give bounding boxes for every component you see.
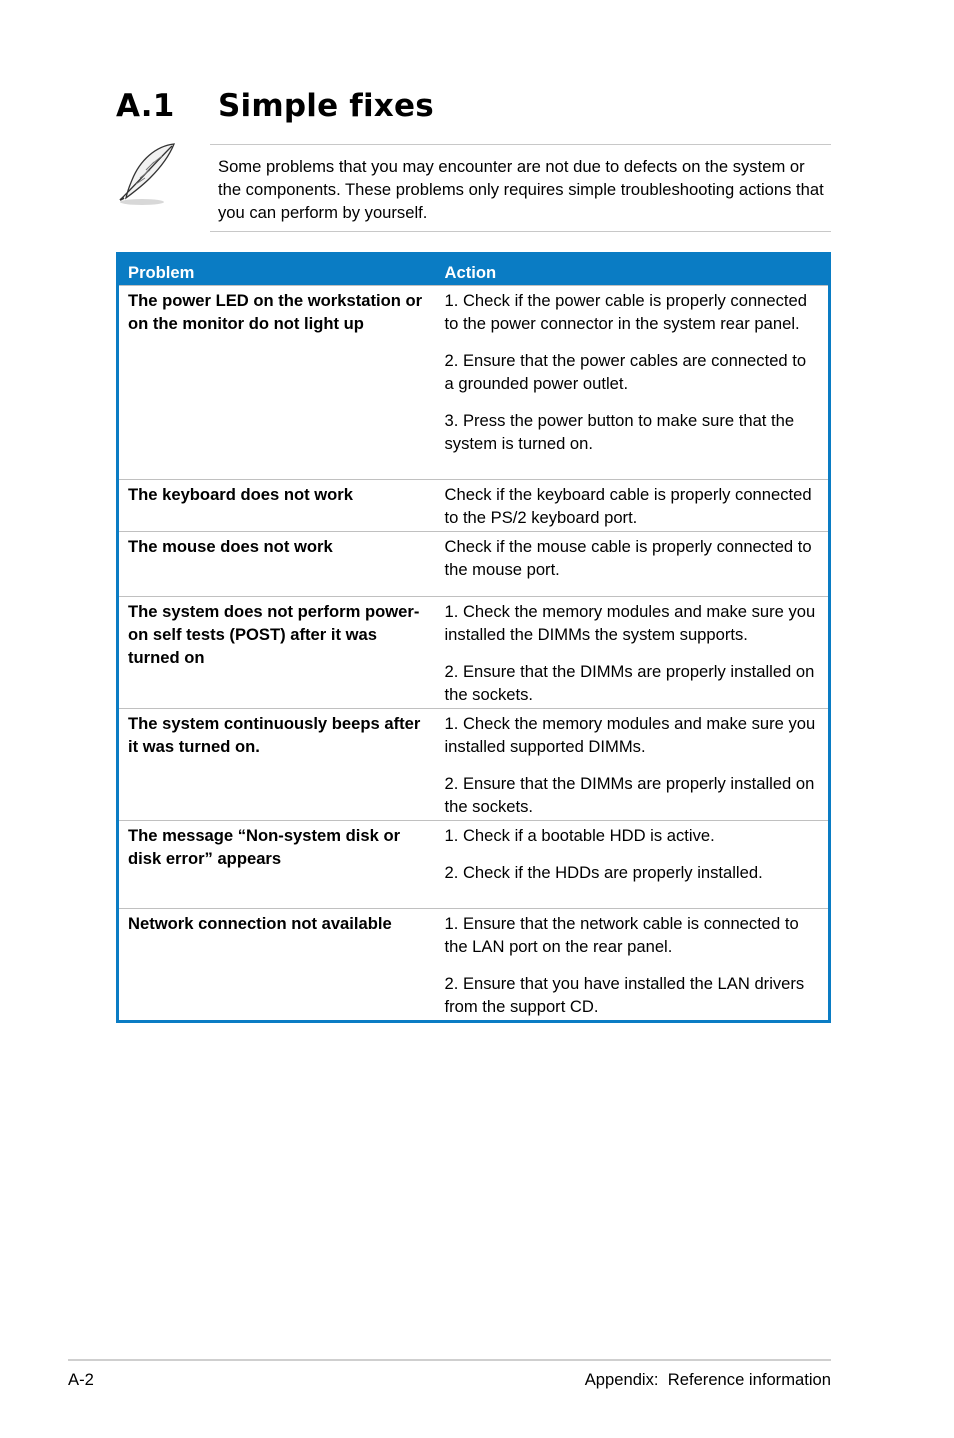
action-column-header: Action (436, 254, 830, 286)
action-cell (436, 286, 830, 480)
note-box (210, 144, 831, 232)
action-cell (436, 821, 830, 909)
action-step: 1. Check if a bootable HDD is active. (444, 826, 715, 845)
action-step: 1. Check if the power cable is properly connected to the power connector in the system rear panel. (444, 291, 807, 333)
action-step: 3. Press the power button to make sure that the system is turned on. (444, 411, 795, 453)
problem-column-header: Problem (118, 254, 436, 286)
problem-cell: The message “Non-system disk or disk error” appears (118, 821, 436, 909)
table-row (118, 821, 830, 909)
table-row (118, 480, 830, 532)
action-step: 1. Check the memory modules and make sure you installed the DIMMs the system supports. (444, 602, 816, 644)
problem-cell: The power LED on the workstation or on the monitor do not light up (118, 286, 436, 480)
action-step: 2. Ensure that the DIMMs are properly installed on the sockets. (444, 774, 815, 816)
table-row (118, 286, 830, 480)
table-row (118, 597, 830, 709)
problem-cell: The mouse does not work (118, 532, 436, 597)
footer-section: Appendix: Reference information (584, 1370, 831, 1389)
action-cell (436, 597, 830, 709)
footer-divider (68, 1359, 831, 1361)
action-step: 1. Ensure that the network cable is connected to the LAN port on the rear panel. (444, 914, 799, 956)
action-step: 2. Ensure that the DIMMs are properly installed on the sockets. (444, 662, 815, 704)
action-step: 1. Check the memory modules and make sure you installed supported DIMMs. (444, 714, 816, 756)
action-step: 2. Ensure that you have installed the LAN drivers from the support CD. (444, 974, 805, 1016)
troubleshooting-table (116, 252, 831, 1023)
problem-cell: The system does not perform power-on self tests (POST) after it was turned on (118, 597, 436, 709)
action-step: 2. Check if the HDDs are properly installed. (444, 863, 763, 882)
problem-cell: The system continuously beeps after it was turned on. (118, 709, 436, 821)
table-header-row (118, 254, 830, 286)
table-row (118, 532, 830, 597)
page-number: A-2 (68, 1370, 94, 1389)
action-step: Check if the keyboard cable is properly connected to the PS/2 keyboard port. (444, 485, 812, 527)
section-title: Simple fixes (218, 88, 434, 124)
action-step: Check if the mouse cable is properly connected to the mouse port. (444, 537, 812, 579)
table-row (118, 909, 830, 1022)
table-row (118, 709, 830, 821)
problem-cell: Network connection not available (118, 909, 436, 1022)
problem-cell: The keyboard does not work (118, 480, 436, 532)
action-cell (436, 480, 830, 532)
page-title (116, 88, 434, 124)
feather-pen-note-icon (112, 140, 184, 208)
note-text: Some problems that you may encounter are not due to defects on the system or the components. These problems only requires simple troubleshooting actions that you can perform by yourself. (218, 157, 824, 222)
action-cell (436, 709, 830, 821)
action-cell (436, 909, 830, 1022)
action-cell (436, 532, 830, 597)
section-number: A.1 (116, 88, 175, 124)
action-step: 2. Ensure that the power cables are connected to a grounded power outlet. (444, 351, 807, 393)
